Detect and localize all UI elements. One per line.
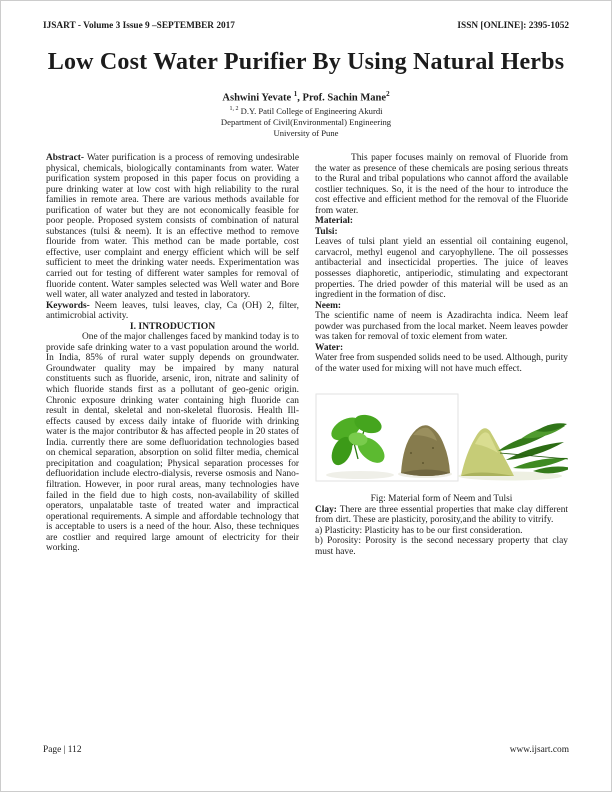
- author-block: [43, 90, 569, 139]
- author-2-sup: 2: [386, 90, 390, 98]
- water-paragraph: Water free from suspended solids need to be used. Although, purity of the water used for mixing will not have much effect.: [315, 353, 568, 374]
- journal-url: www.ijsart.com: [509, 745, 569, 755]
- author-1: Ashwini Yevate: [222, 92, 294, 104]
- right-column: [315, 153, 568, 557]
- affiliation-college: D.Y. Patil College of Engineering Akurdi: [240, 105, 383, 116]
- journal-issue-label: IJSART - Volume 3 Issue 9 –SEPTEMBER 2017: [43, 21, 235, 31]
- clay-paragraph: [315, 505, 568, 526]
- issn-label: ISSN [ONLINE]: 2395-1052: [457, 21, 569, 31]
- neem-powder-pile: [461, 429, 514, 477]
- author-2: , Prof. Sachin Mane: [297, 92, 387, 104]
- affiliation-line-3: University of Pune: [273, 127, 339, 138]
- keywords-text: Neem leaves, tulsi leaves, clay, Ca (OH) 2, filter, antimicrobial activity.: [46, 300, 299, 322]
- porosity-item: b) Porosity: Porosity is the second necessary property that clay must have.: [315, 536, 568, 557]
- water-heading: Water:: [315, 342, 344, 353]
- plasticity-item: a) Plasticity: Plasticity has to be our first consideration.: [315, 525, 523, 536]
- materials-figure: [315, 393, 568, 504]
- keywords-label: Keywords-: [46, 300, 90, 311]
- introduction-paragraph: One of the major challenges faced by mankind today is to provide safe drinking water to a vast population around the world. In India, 85% of rural water supply depends on groundwater. Groundwater quality may be impaired by many natural constituents such as fluoride, arsenic, iron, nitrate and salinity of which fluoride stands first as a pollutant of geo-genic origin. Chronic exposure drinking water containing high fluoride can result in dental, skeletal and non-skeletal fluorosis. Health Ill-effects caused by excess daily intake of fluoride with drinking water is the major contributor & has affected people in 20 states of India. currently there are some defluoridation technologies based on chemical separation, absorption on solid filter media, chemical precipitation and coagulation; Physical separation processes for defluoridation include electro-dialysis, reverse osmosis and Nano-filtration. However, in poor rural areas, many technologies have failed in the field due to high costs, non-availability of skilled operators, unpalatable taste of treated water and impractical operational requirements. A simple and affordable technology that is acceptable to users is a need of the hour. Also, these techniques are costlier and required large amount of electricity for their working.: [46, 332, 299, 554]
- abstract-paragraph: [46, 153, 299, 301]
- page-footer: [43, 745, 569, 755]
- material-heading: Material:: [315, 216, 353, 227]
- running-head: [43, 21, 569, 31]
- affiliation-sup: 1, 2: [229, 105, 239, 112]
- authors-line: [43, 90, 569, 104]
- neem-heading: Neem:: [315, 300, 342, 311]
- author-1-sup: 1: [293, 90, 298, 98]
- affiliation-line-1: [43, 104, 569, 117]
- neem-paragraph: The scientific name of neem is Azadirachta indica. Neem leaf powder was purchased from the local market. Neem leaves powder was taken for removal of toxic element from water.: [315, 311, 568, 343]
- abstract-text: Water purification is a process of removing undesirable physical, chemicals, biologically contaminants from water. Water purification system proposed in this paper focus on providing a pure drinking water at low cost with high reliability to the rural families in remote area. There are various methods available for purification of water but they are not economically feasible for poor people. Proposed system consists of combination of natural substances (tulsi & neem). It is an effective method to remove flouride from water. This method can be made portable, cost effective, user complaint and energy efficient which will be self sufficient to meet the drinking water needs. Experimentation was carried out for testing of different water samples for removal of fluoride content. Water samples selected was Well water and Bore well water, all water analyzed and tested in laboratory.: [46, 153, 299, 301]
- introduction-heading: I. INTRODUCTION: [129, 320, 216, 332]
- left-column: [46, 153, 299, 554]
- page-number: Page | 112: [43, 745, 82, 755]
- clay-text: There are three essential properties that make clay different from dirt. These are plasticity, porosity,and the ability to vitrify.: [315, 504, 568, 526]
- affiliation-line-2: Department of Civil(Environmental) Engineering: [220, 116, 392, 127]
- materials-figure-image: [315, 393, 568, 483]
- abstract-label: Abstract-: [46, 153, 85, 163]
- page-title: Low Cost Water Purifier By Using Natural Herbs: [47, 49, 565, 75]
- tulsi-heading: Tulsi:: [315, 226, 338, 237]
- fluoride-paragraph: This paper focuses mainly on removal of Fluoride from the water as presence of these chemicals are posing serious threats to the Rural and tribal populations who cannot afford the available costlier techniques. So, it is the need of the hour to introduce the cost effective and efficient method for the removal of the Fluoride from water.: [315, 153, 568, 216]
- tulsi-paragraph: Leaves of tulsi plant yield an essential oil containing eugenol, carvacrol, methyl eugenol and caryophyllene. The oil possesses antibacterial and insecticidal properties. The juice of leaves possesses diaphoretic, antiperiodic, stimulating and expectorant properties. The dried powder of this material will be used as an ingredient in the formation of disc.: [315, 237, 568, 301]
- keywords-paragraph: [46, 301, 299, 322]
- clay-label: Clay:: [315, 504, 337, 515]
- tulsi-leaf-shadow: [326, 471, 394, 479]
- figure-caption: Fig: Material form of Neem and Tulsi: [370, 494, 513, 505]
